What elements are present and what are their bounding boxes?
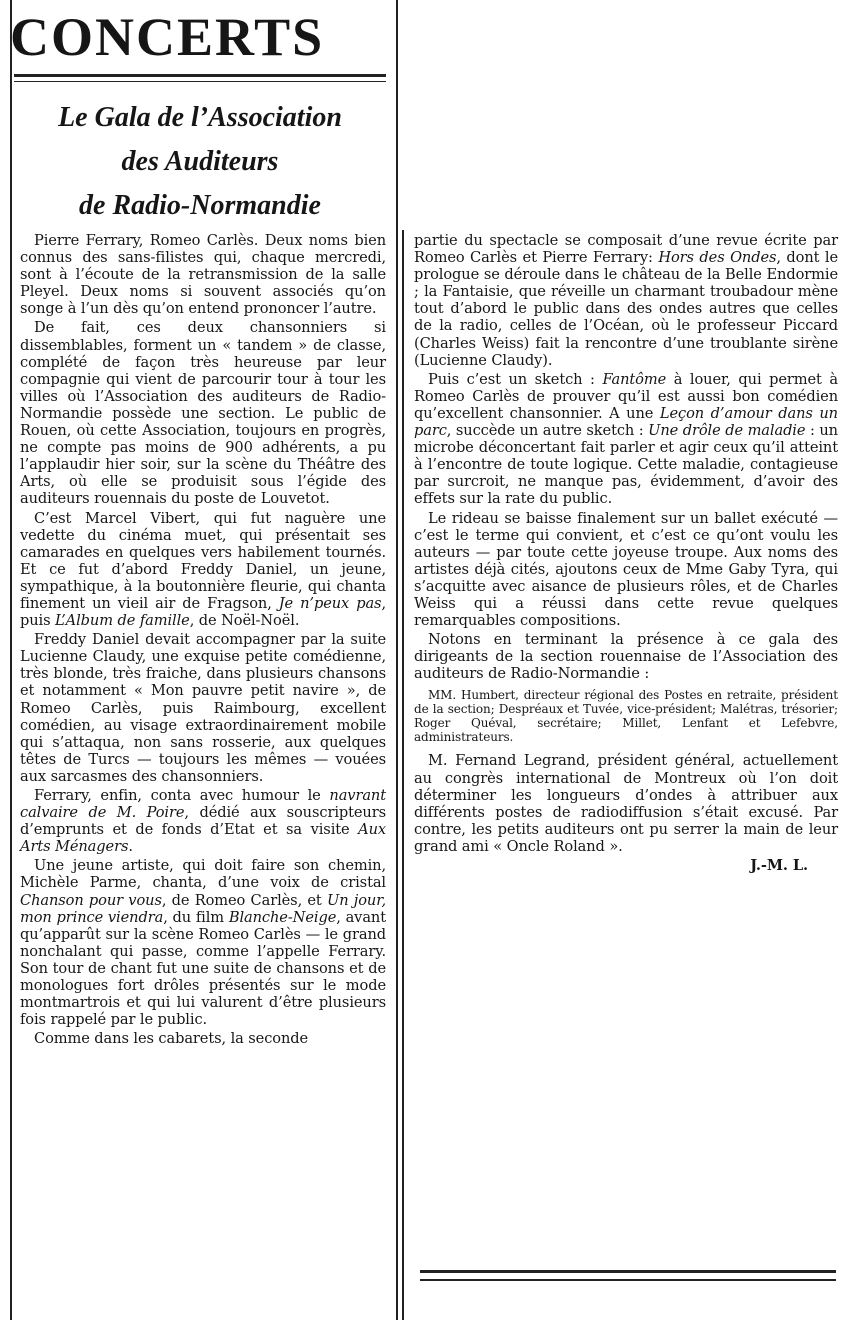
paragraph: Notons en terminant la présence à ce gala des dirigeants de la section rouennaise de l’Association des auditeurs de Radio-Normandie : [414, 631, 838, 683]
paragraph: Comme dans les cabarets, la seconde [34, 1030, 309, 1048]
paragraph: Freddy Daniel devait accompagner par la suite Lucienne Claudy, une exquise petite comédienne, très blonde, très fraiche, dans plusieurs chansons et notamment « Mon pauvre petit navire », de Romeo Carlès, puis Raimbourg, excellent comédien, au visage extraordinairement mobile qui s’attaqua, non sans rosserie, aux quelques têtes de Turcs — toujours les mêmes — vouées aux sarcasmes des chansonniers. [20, 631, 386, 785]
title-line-1: Le Gala de l’Association [58, 102, 342, 133]
article-title [16, 96, 384, 228]
paragraph: De fait, ces deux chansonniers si dissemblables, forment un « tandem » de classe, complété de façon très heureuse par leur compagnie qui vient de parcourir tour à tour les villes où l’Association des auditeurs de Radio-Normandie possède une section. Le public de Rouen, où cette Association, toujours en progrès, ne compte pas moins de 900 adhérents, a pu l’applaudir hier soir, sur la scène du Théâtre des Arts, où elle se produisit sous l’égide des auditeurs rouennais du poste de Louvetot. [20, 319, 386, 508]
title-line-3: de Radio-Normandie [79, 190, 321, 221]
section-header: CONCERTS [10, 7, 325, 67]
article-body-left [20, 232, 386, 1049]
paragraph: Ferrary, enfin, conta avec humour le navrant calvaire de M. Poire, dédié aux souscripteurs d’emprunts et de fonds d’Etat et sa visite Aux Arts Ménagers. [20, 787, 386, 856]
attendee-list: MM. Humbert, directeur régional des Postes en retraite, président de la section; Despréaux et Tuvée, vice-président; Malétras, trésorier; Roger Quéval, secrétaire; Millet, Lenfant et Lefebvre, administrateurs. [414, 688, 838, 745]
paragraph: partie du spectacle se composait d’une revue écrite par Romeo Carlès et Pierre Ferrary: Hors des Ondes, dont le prologue se déroule dans le château de la Belle Endormie ; la Fantaisie, que réveille un charmant troubadour mène tout d’abord le public dans des ondes autres que celles de la radio, celles de l’Océan, où le professeur Piccard (Charles Weiss) fait la rencontre d’une troublante sirène (Lucienne Claudy). [414, 232, 839, 369]
paragraph: M. Fernand Legrand, président général, actuellement au congrès international de Montreux où l’on doit déterminer les longueurs d’ondes à attribuer aux différents postes de radiodiffusion s’était excusé. Par contre, les petits auditeurs ont pu serrer la main de leur grand ami « Oncle Roland ». [414, 752, 838, 855]
article-body-right [414, 232, 838, 874]
end-rule [420, 1270, 836, 1281]
paragraph: C’est Marcel Vibert, qui fut naguère une vedette du cinéma muet, qui présentait ses camarades en quelques vers habilement tournés. Et ce fut d’abord Freddy Daniel, un jeune, sympathique, à la boutonnière fleurie, qui chanta finement un vieil air de Fragson, Je n’peux pas, puis L’Album de famille, de Noël-Noël. [20, 509, 386, 630]
paragraph: Une jeune artiste, qui doit faire son chemin, Michèle Parme, chanta, d’une voix de cristal Chanson pour vous, de Romeo Carlès, et Un jour, mon prince viendra, du film Blanche-Neige, avant qu’apparût sur la scène Romeo Carlès — le grand nonchalant qui passe, comme l’appelle Ferrary. Son tour de chant fut une suite de chansons et de monologues fort drôles présentés sur le mode montmartrois et qui lui valurent d’être plusieurs fois rappelé par le public. [20, 857, 387, 1029]
paragraph: Puis c’est un sketch : Fantôme à louer, qui permet à Romeo Carlès de prouver qu’il est aussi bon comédien qu’excellent chansonnier. A une Leçon d’amour dans un parc, succède un autre sketch : Une drôle de maladie : un microbe déconcertant fait parler et agir ceux qu’il atteint à l’encontre de toute logique. Cette maladie, contagieuse par surcroit, ne manque pas, évidemment, d’avoir des effets sur la rate du public. [414, 370, 839, 508]
title-line-2: des Auditeurs [121, 146, 279, 177]
paragraph: Le rideau se baisse finalement sur un ballet exécuté — c’est le terme qui convient, et c’est ce qu’ont voulu les auteurs — par toute cette joyeuse troupe. Aux noms des artistes déjà cités, ajoutons ceux de Mme Gaby Tyra, qui s’acquitte avec aisance de plusieurs rôles, et de Charles Weiss qui a réussi dans cette revue quelques remarquables compositions. [414, 509, 838, 630]
signature: J.-M. L. [750, 857, 808, 874]
header-rule [14, 74, 386, 82]
paragraph: Pierre Ferrary, Romeo Carlès. Deux noms bien connus des sans-filistes qui, chaque mercredi, sont à l’écoute de la retransmission de la salle Pleyel. Deux noms si souvent associés qu’on songe à l’un dès qu’on entend prononcer l’autre. [20, 232, 386, 318]
